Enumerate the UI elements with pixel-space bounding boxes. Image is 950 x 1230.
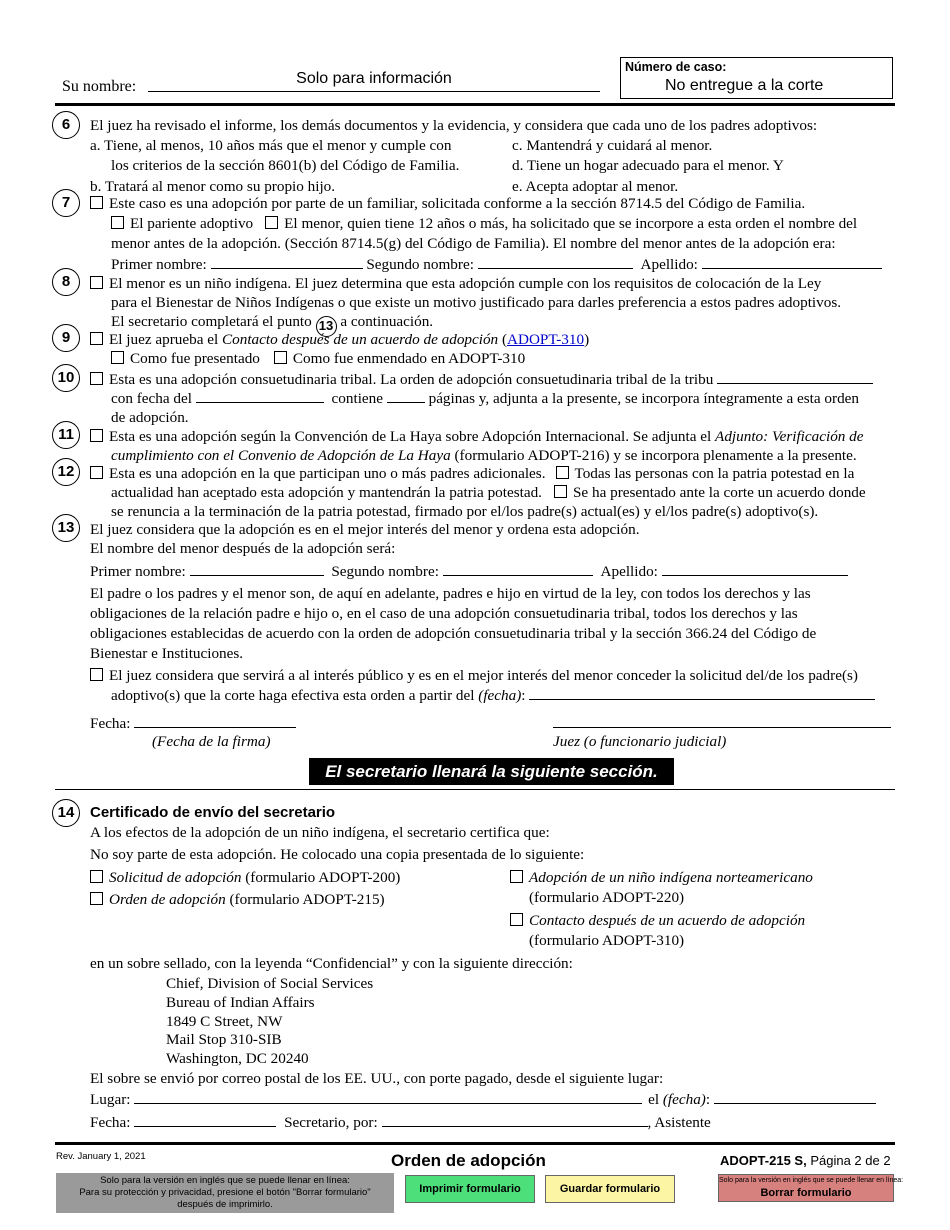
item-6-d: d. Tiene un hogar adecuado para el menor. Y: [512, 157, 784, 174]
item-14-line1: A los efectos de la adopción de un niño indígena, el secretario certifica que:: [90, 824, 550, 841]
adopt-220-form: (formulario ADOPT-220): [529, 889, 685, 906]
mailed-text: El sobre se envió por correo postal de los EE. UU., con porte pagado, desde el siguiente lugar:: [90, 1070, 664, 1087]
clerk-label: Secretario, por:: [284, 1114, 378, 1131]
item-7-middle-label: Segundo nombre:: [366, 256, 474, 273]
item-8-number: 8: [52, 268, 80, 296]
item-13-line2: El nombre del menor después de la adopción será:: [90, 540, 396, 557]
item-12-line2: actualidad han aceptado esta adopción y mantendrán la patria potestad.: [111, 484, 542, 501]
item-6-number: 6: [52, 111, 80, 139]
effective-date-checkbox[interactable]: [90, 668, 103, 681]
revision-date: Rev. January 1, 2021: [56, 1151, 146, 1162]
item-12-line1: Esta es una adopción en la que participan uno o más padres adicionales.: [109, 465, 546, 482]
adopt-310-checkbox[interactable]: [510, 913, 523, 926]
item-7-first-label: Primer nombre:: [111, 256, 207, 273]
item-11-number: 11: [52, 421, 80, 449]
waiver-agreement-checkbox[interactable]: [554, 485, 567, 498]
item-10-dated-label: con fecha del: [111, 390, 192, 407]
item-11-line2a: cumplimiento con el Convenio de Adopción de La Haya: [111, 447, 451, 464]
assistant-label: , Asistente: [647, 1114, 711, 1131]
item-9-checkbox[interactable]: [90, 332, 103, 345]
item-7-middle-name-input[interactable]: [478, 255, 633, 269]
item-13-p4: Bienestar e Instituciones.: [90, 645, 244, 662]
print-form-button[interactable]: Imprimir formulario: [405, 1175, 535, 1203]
relative-adoptive-checkbox[interactable]: [111, 216, 124, 229]
item-7-line1: Este caso es una adopción por parte de un familiar, solicitada conforme a la sección 8714.5 del Código de Familia.: [109, 195, 806, 212]
item-10-contains-label: contiene: [331, 390, 383, 407]
page-count-input[interactable]: [387, 389, 425, 403]
envelope-text: en un sobre sellado, con la leyenda “Confidencial” y con la siguiente dirección:: [90, 955, 573, 972]
save-form-button[interactable]: Guardar formulario: [545, 1175, 675, 1203]
as-presented-checkbox[interactable]: [111, 351, 124, 364]
item-13-last-name-input[interactable]: [662, 562, 848, 576]
page-number: Página 2 de 2: [810, 1153, 891, 1168]
item-13-p3: obligaciones establecidas de acuerdo con la orden de adopción consuetudinaria tribal y la sección 366.24 del Código de: [90, 625, 817, 642]
clear-form-button[interactable]: [718, 1174, 904, 1202]
item-6-a-line1: a. Tiene, al menos, 10 años más que el menor y cumple con: [90, 137, 452, 154]
case-number-value: No entregue a la corte: [665, 77, 824, 94]
adopt-310-form: (formulario ADOPT-310): [529, 932, 685, 949]
place-date-word: (fecha): [662, 1091, 706, 1108]
judge-signature-line[interactable]: [553, 713, 891, 728]
tribal-order-date-input[interactable]: [196, 389, 324, 403]
adopt-215-checkbox[interactable]: [90, 892, 103, 905]
name-label: Su nombre:: [62, 78, 137, 95]
form-title: Orden de adopción: [391, 1151, 546, 1170]
item-7-line3: menor antes de la adopción. (Sección 8714.5(g) del Código de Familia). El nombre del menor antes de la adopción era:: [111, 235, 836, 252]
place-el: el: [648, 1091, 660, 1108]
item-13-first-name-input[interactable]: [190, 562, 324, 576]
item-10-pages-text: páginas y, adjunta a la presente, se incorpora íntegramente a esta orden: [428, 390, 860, 407]
all-parents-agreed-label: Todas las personas con la patria potestad en la: [574, 465, 855, 482]
waiver-agreement-label: Se ha presentado ante la corte un acuerdo donde: [572, 484, 866, 501]
item-8-line2: para el Bienestar de Niños Indígenas o que existe un motivo justificado para darles preferencia a estos padres adoptivos.: [111, 294, 842, 311]
item-10-number: 10: [52, 364, 80, 392]
child-name-request-checkbox[interactable]: [265, 216, 278, 229]
as-amended-label: Como fue enmendado en ADOPT-310: [292, 350, 526, 367]
item-13-c2: adoptivo(s) que la corte haga efectiva esta orden a partir del: [111, 687, 475, 704]
clear-form-note: Solo para la versión en inglés que se puede llenar en línea:: [719, 1177, 904, 1184]
place-label: Lugar:: [90, 1091, 131, 1108]
privacy-note: [56, 1173, 394, 1213]
address-line: Bureau of Indian Affairs: [166, 994, 315, 1011]
item-7-last-label: Apellido:: [640, 256, 698, 273]
item-10-checkbox[interactable]: [90, 372, 103, 385]
all-parents-agreed-checkbox[interactable]: [556, 466, 569, 479]
case-number-box[interactable]: [620, 57, 893, 99]
address-line: Mail Stop 310-SIB: [166, 1031, 282, 1048]
item-14-number: 14: [52, 799, 80, 827]
header-rule: [55, 103, 895, 106]
as-amended-checkbox[interactable]: [274, 351, 287, 364]
judge-caption: Juez (o funcionario judicial): [553, 733, 727, 750]
item-7-number: 7: [52, 189, 80, 217]
item-14-title: Certificado de envío del secretario: [90, 804, 336, 821]
item-7-checkbox[interactable]: [90, 196, 103, 209]
item-13-middle-name-input[interactable]: [443, 562, 593, 576]
adopt-220-title: Adopción de un niño indígena norteamericano: [529, 869, 813, 886]
item-13-p1: El padre o los padres y el menor son, de aquí en adelante, padres e hijo en virtud de la ley, con todos los derechos y las: [90, 585, 811, 602]
item-13-fecha-label: Fecha:: [90, 715, 131, 732]
item-8-line3a: El secretario completará el punto: [111, 313, 312, 330]
item-8-checkbox[interactable]: [90, 276, 103, 289]
address-line: 1849 C Street, NW: [166, 1013, 283, 1030]
item-7-last-name-input[interactable]: [702, 255, 882, 269]
footer-rule: [55, 1142, 895, 1145]
privacy-note-line2: Para su protección y privacidad, presione el botón "Borrar formulario": [79, 1187, 371, 1198]
adopt-215-title: Orden de adopción: [109, 891, 226, 908]
item-8-line3b: a continuación.: [340, 313, 434, 330]
item-13-date-word: (fecha): [478, 687, 522, 704]
child-name-request-label: El menor, quien tiene 12 años o más, ha solicitado que se incorpore a esta orden el nombre del: [284, 215, 858, 232]
item-9-number: 9: [52, 324, 80, 352]
item-9-title: Contacto después de un acuerdo de adopción: [222, 331, 499, 348]
clear-form-label: Borrar formulario: [760, 1187, 852, 1199]
adopt-220-checkbox[interactable]: [510, 870, 523, 883]
clerk-date-input[interactable]: [134, 1113, 276, 1127]
adopt-200-checkbox[interactable]: [90, 870, 103, 883]
case-number-label: Número de caso:: [625, 60, 727, 74]
signature-date-caption: (Fecha de la firma): [152, 733, 271, 750]
tribe-name-input[interactable]: [717, 370, 873, 384]
item-13-line1: El juez considera que la adopción es en el mejor interés del menor y ordena esta adopción.: [90, 521, 640, 538]
mail-date-input[interactable]: [714, 1090, 876, 1104]
banner-rule: [55, 789, 895, 790]
item-11-line1b: Adjunto: Verificación de: [715, 428, 864, 445]
place-input[interactable]: [134, 1090, 642, 1104]
item-12-checkbox[interactable]: [90, 466, 103, 479]
clerk-section-banner: El secretario llenará la siguiente sección.: [309, 758, 674, 785]
address-line: Washington, DC 20240: [166, 1050, 309, 1067]
item-10-line1: Esta es una adopción consuetudinaria tribal. La orden de adopción consuetudinaria tribal de la tribu: [109, 371, 714, 388]
clerk-date-label: Fecha:: [90, 1114, 131, 1131]
name-field[interactable]: Solo para información: [148, 68, 600, 92]
item-6-intro: El juez ha revisado el informe, los demás documentos y la evidencia, y considera que cada uno de los padres adoptivos:: [90, 117, 818, 134]
item-11-line1a: Esta es una adopción según la Convención de La Haya sobre Adopción Internacional. Se adjunta el: [109, 428, 712, 445]
clerk-signature-input[interactable]: [382, 1113, 648, 1127]
as-presented-label: Como fue presentado: [130, 350, 260, 367]
adopt-310-title: Contacto después de un acuerdo de adopción: [529, 912, 806, 929]
item-13-p2: obligaciones de la relación padre e hijo o, en el caso de una adopción consuetudinaria tribal, todos los derechos y las: [90, 605, 798, 622]
item-14-line2: No soy parte de esta adopción. He colocado una copia presentada de lo siguiente:: [90, 846, 585, 863]
form-number: ADOPT-215 S,: [720, 1153, 807, 1168]
item-8-line1: El menor es un niño indígena. El juez determina que esta adopción cumple con los requisitos de colocación de la Ley: [109, 275, 822, 292]
effective-date-input[interactable]: [529, 686, 875, 700]
privacy-note-line3: después de imprimirlo.: [177, 1199, 273, 1210]
relative-adoptive-label: El pariente adoptivo: [130, 215, 254, 232]
item-6-a-line2: los criterios de la sección 8601(b) del Código de Familia.: [111, 157, 460, 174]
adopt-215-form: (formulario ADOPT-215): [229, 891, 385, 908]
item-11-line2b: (formulario ADOPT-216) y se incorpora plenamente a la presente.: [454, 447, 857, 464]
item-7-first-name-input[interactable]: [211, 255, 363, 269]
item-13-number: 13: [52, 514, 80, 542]
item-6-c: c. Mantendrá y cuidará al menor.: [512, 137, 713, 154]
address-line: Chief, Division of Social Services: [166, 975, 374, 992]
item-13-c1: El juez considera que servirá a al interés público y es en el mejor interés del menor conceder la solicitud del/de los padre(s): [109, 667, 858, 684]
item-13-last-label: Apellido:: [600, 563, 658, 580]
adopt-200-title: Solicitud de adopción: [109, 869, 242, 886]
item-13-reference: 13: [316, 316, 337, 337]
item-12-number: 12: [52, 458, 80, 486]
signature-date-input[interactable]: [134, 714, 296, 728]
item-9-pre: El juez aprueba el: [109, 331, 219, 348]
adopt-310-link[interactable]: ADOPT-310: [507, 331, 585, 348]
item-6-e: e. Acepta adoptar al menor.: [512, 178, 679, 195]
item-10-line3: de adopción.: [111, 409, 189, 426]
item-6-b: b. Tratará al menor como su propio hijo.: [90, 178, 336, 195]
adopt-200-form: (formulario ADOPT-200): [245, 869, 401, 886]
item-11-checkbox[interactable]: [90, 429, 103, 442]
privacy-note-line1: Solo para la versión en inglés que se puede llenar en línea:: [100, 1175, 350, 1186]
item-13-first-label: Primer nombre:: [90, 563, 186, 580]
item-12-line3: se renuncia a la terminación de la patria potestad, firmado por el/los padre(s) actual(es) y el/los padre(s) adoptivo(s).: [111, 503, 819, 520]
item-13-middle-label: Segundo nombre:: [331, 563, 439, 580]
